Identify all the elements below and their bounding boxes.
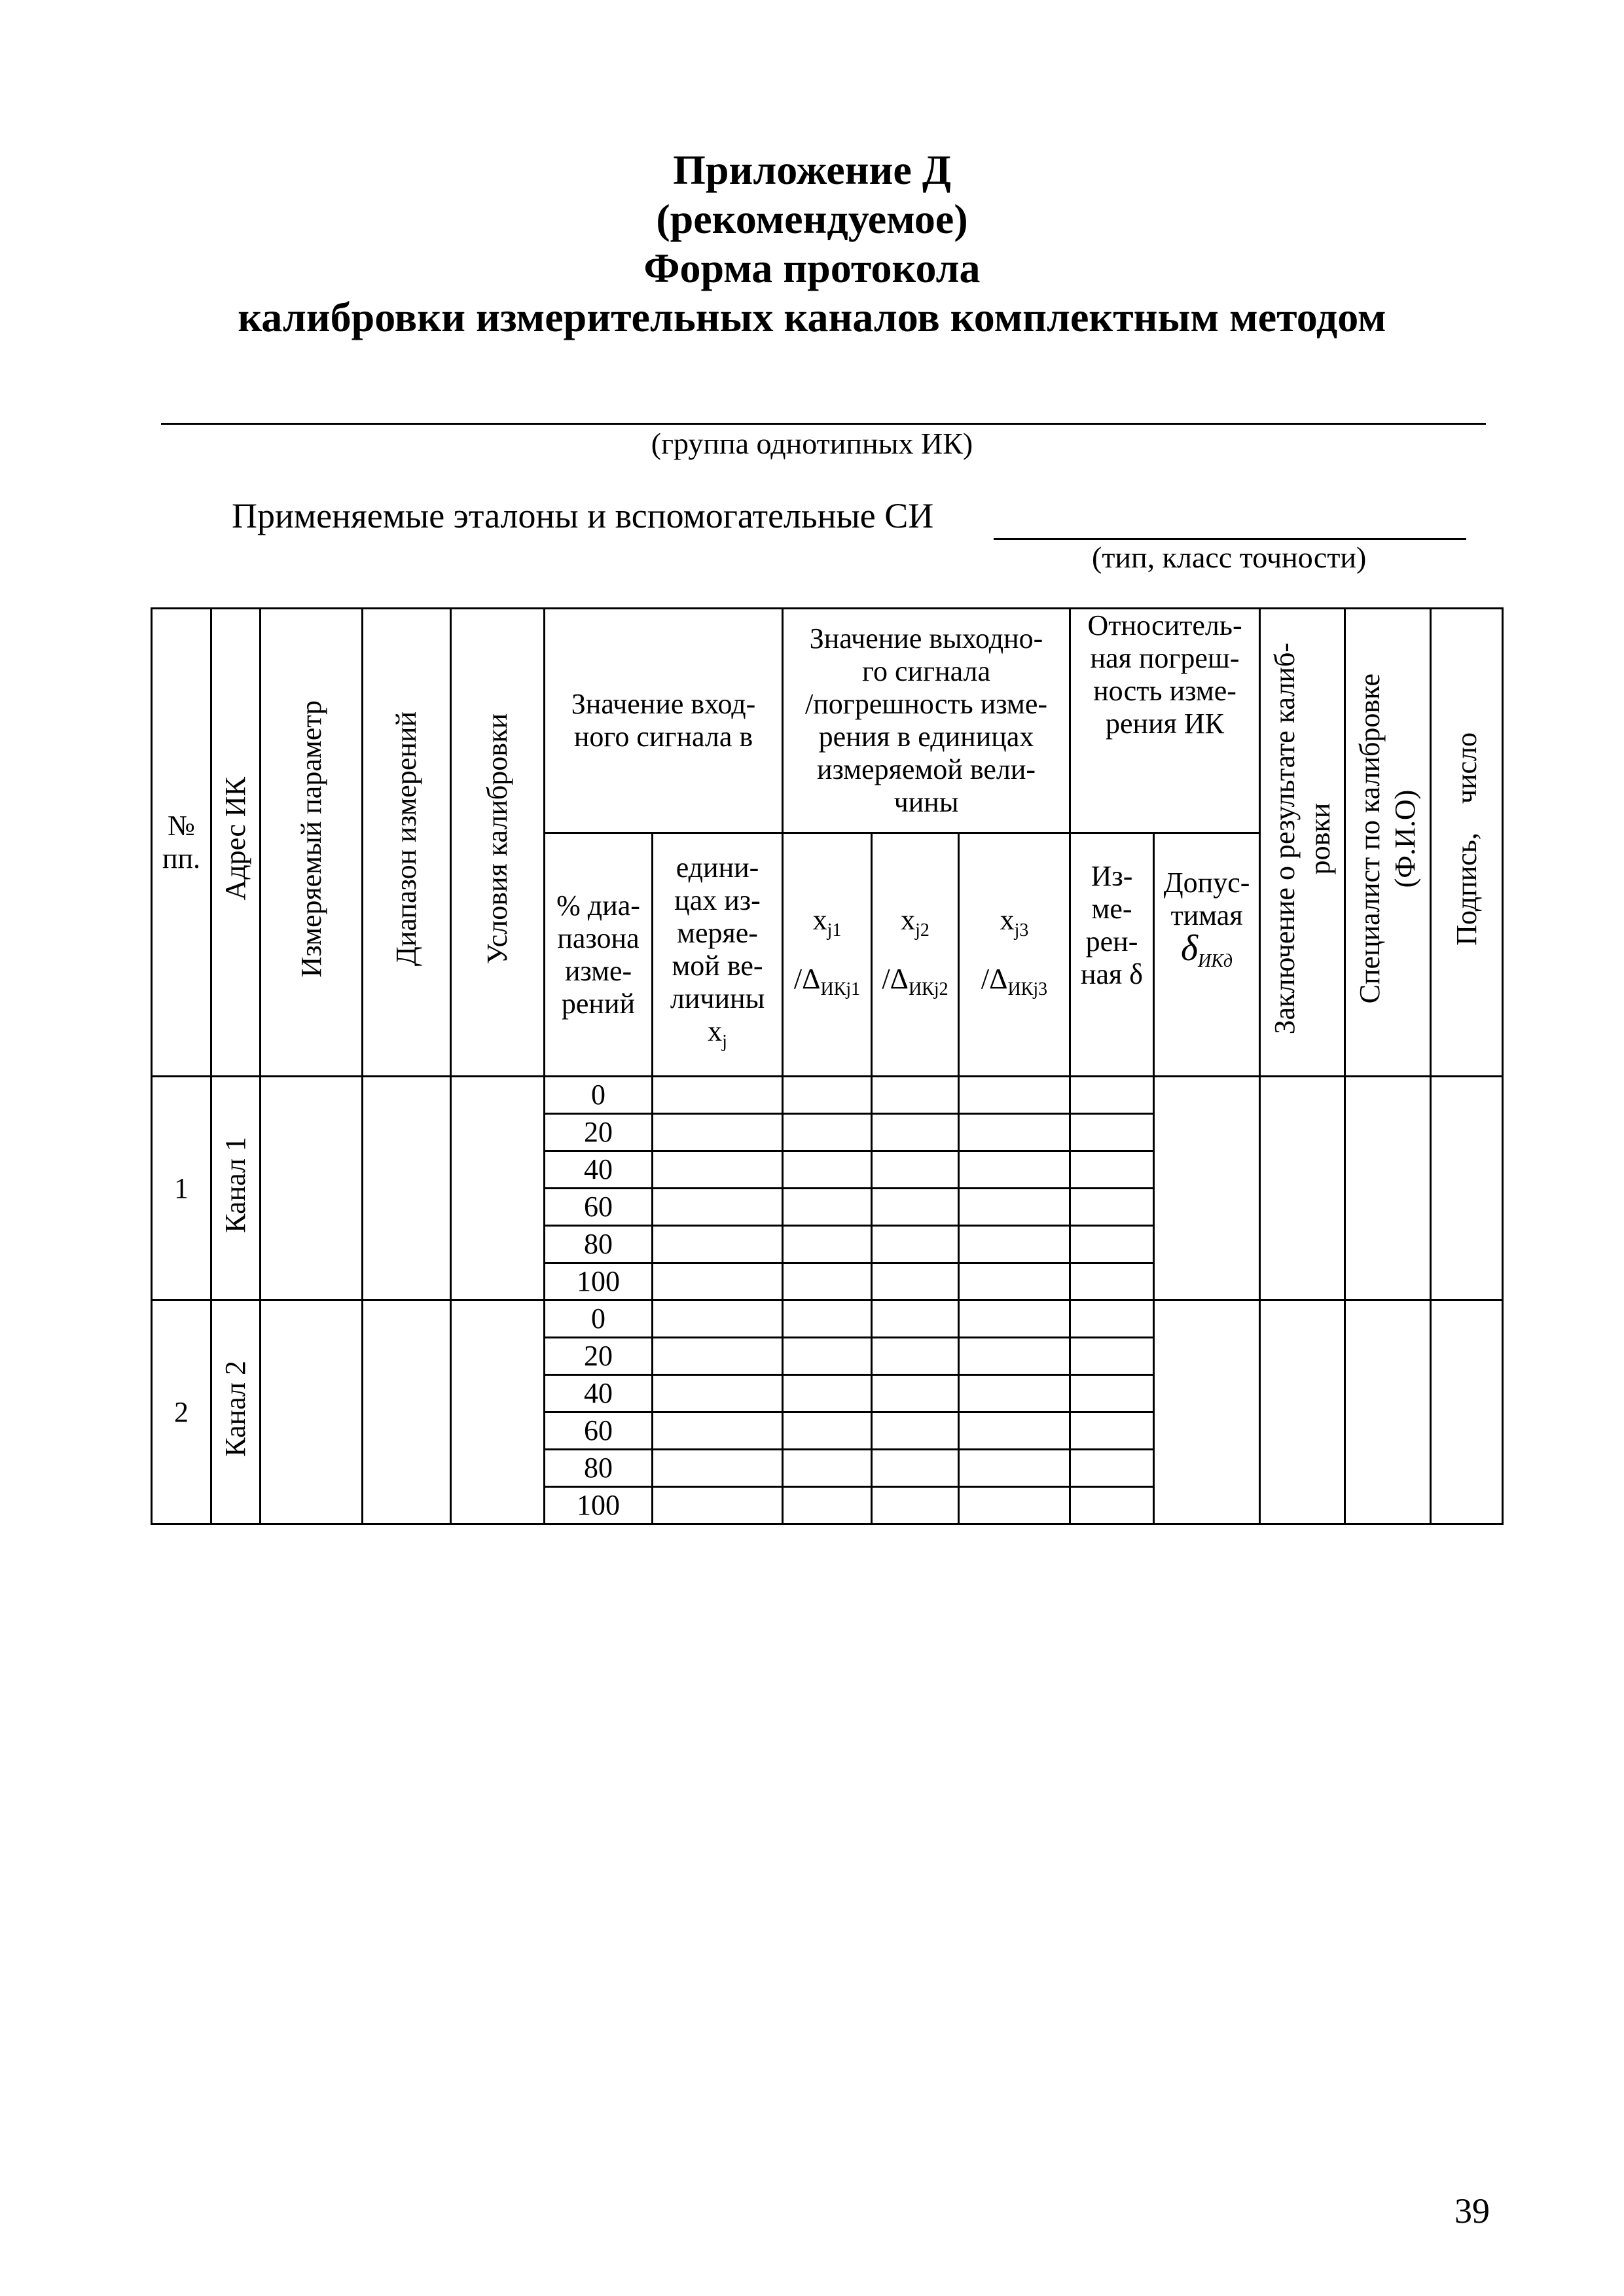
channel-2-signature-cell[interactable]	[1431, 1300, 1503, 1524]
percent-cell: 40	[545, 1375, 653, 1412]
percent-cell: 0	[545, 1300, 653, 1338]
percent-cell: 0	[545, 1077, 653, 1114]
x2-cell[interactable]	[872, 1412, 959, 1450]
x1-cell[interactable]	[783, 1189, 872, 1226]
table-row	[152, 1300, 1503, 1338]
x2-cell[interactable]	[872, 1151, 959, 1189]
group-blank-line	[161, 423, 1486, 425]
x3-cell[interactable]	[959, 1487, 1070, 1524]
channel-1-conditions-cell[interactable]	[451, 1077, 545, 1300]
channel-1-number: 1	[152, 1077, 211, 1300]
x3-cell[interactable]	[959, 1300, 1070, 1338]
percent-cell: 20	[545, 1114, 653, 1151]
measured-cell[interactable]	[1070, 1263, 1154, 1300]
header-number-abbr: пп.	[162, 842, 201, 874]
group-caption: (группа однотипных ИК)	[651, 427, 973, 460]
units-cell[interactable]	[653, 1412, 783, 1450]
x1-cell[interactable]	[783, 1077, 872, 1114]
x2-cell[interactable]	[872, 1189, 959, 1226]
measured-cell[interactable]	[1070, 1450, 1154, 1487]
channel-1-rows	[152, 1077, 1503, 1300]
units-cell[interactable]	[653, 1189, 783, 1226]
form-title: Форма протокола	[643, 245, 981, 291]
x2-cell[interactable]	[872, 1338, 959, 1375]
header-number-sign: №	[168, 810, 195, 842]
x3-cell[interactable]	[959, 1338, 1070, 1375]
header-output-signal: Значение выходно- го сигнала /погрешность изме- рения в единицах измеряемой вели- чины	[783, 609, 1070, 833]
channel-1-range-cell[interactable]	[363, 1077, 451, 1300]
units-cell[interactable]	[653, 1338, 783, 1375]
header-output-x2: $x_{j2}$ $/\Delta_{ИКj2}$	[872, 833, 959, 1077]
header-address: Адрес ИК	[211, 609, 261, 1077]
header-output-x1: $x_{j1}$ $/\Delta_{ИКj1}$	[783, 833, 872, 1077]
channel-2-address: Канал 2	[211, 1300, 261, 1524]
measured-cell[interactable]	[1070, 1226, 1154, 1263]
x1-cell[interactable]	[783, 1412, 872, 1450]
x2-cell[interactable]	[872, 1226, 959, 1263]
appendix-heading	[0, 145, 1624, 342]
percent-cell: 60	[545, 1189, 653, 1226]
header-allowed: Допус- тимая $\delta_{ИКд}$	[1154, 833, 1260, 1077]
x1-cell[interactable]	[783, 1263, 872, 1300]
x1-cell[interactable]	[783, 1151, 872, 1189]
x2-cell[interactable]	[872, 1487, 959, 1524]
header-measured: Из- ме- рен- ная δ	[1070, 833, 1154, 1077]
header-parameter: Измеряемый параметр	[261, 609, 363, 1077]
table-row	[152, 1077, 1503, 1114]
x3-cell[interactable]	[959, 1263, 1070, 1300]
x2-cell[interactable]	[872, 1375, 959, 1412]
header-relative-error: Относитель- ная погреш- ность изме- рения ИК	[1070, 609, 1260, 833]
measured-cell[interactable]	[1070, 1338, 1154, 1375]
page-number: 39	[1454, 2191, 1490, 2231]
units-cell[interactable]	[653, 1114, 783, 1151]
appendix-title: Приложение Д	[673, 147, 951, 193]
header-input-units: едини- цах из- меряе- мой ве- личины $x_j$	[653, 833, 783, 1077]
channel-1-specialist-cell[interactable]	[1345, 1077, 1431, 1300]
percent-cell: 100	[545, 1487, 653, 1524]
units-cell[interactable]	[653, 1151, 783, 1189]
channel-1-conclusion-cell[interactable]	[1260, 1077, 1345, 1300]
x2-cell[interactable]	[872, 1300, 959, 1338]
calibration-protocol-table	[151, 607, 1504, 1525]
channel-2-specialist-cell[interactable]	[1345, 1300, 1431, 1524]
channel-2-conclusion-cell[interactable]	[1260, 1300, 1345, 1524]
channel-1-allowed-cell[interactable]	[1154, 1077, 1260, 1300]
x1-cell[interactable]	[783, 1226, 872, 1263]
measured-cell[interactable]	[1070, 1300, 1154, 1338]
channel-2-allowed-cell[interactable]	[1154, 1300, 1260, 1524]
header-input-signal: Значение вход- ного сигнала в	[545, 609, 783, 833]
x1-cell[interactable]	[783, 1450, 872, 1487]
x2-cell[interactable]	[872, 1450, 959, 1487]
measured-cell[interactable]	[1070, 1189, 1154, 1226]
units-cell[interactable]	[653, 1077, 783, 1114]
x1-cell[interactable]	[783, 1487, 872, 1524]
units-cell[interactable]	[653, 1263, 783, 1300]
x2-cell[interactable]	[872, 1114, 959, 1151]
header-range: Диапазон измерений	[363, 609, 451, 1077]
channel-1-signature-cell[interactable]	[1431, 1077, 1503, 1300]
units-cell[interactable]	[653, 1300, 783, 1338]
header-conditions: Условия калибровки	[451, 609, 545, 1077]
x1-cell[interactable]	[783, 1114, 872, 1151]
measured-cell[interactable]	[1070, 1077, 1154, 1114]
channel-2-number: 2	[152, 1300, 211, 1524]
percent-cell: 20	[545, 1338, 653, 1375]
header-input-percent: % диа- пазона изме- рений	[545, 833, 653, 1077]
measured-cell[interactable]	[1070, 1412, 1154, 1450]
x1-cell[interactable]	[783, 1375, 872, 1412]
measured-cell[interactable]	[1070, 1487, 1154, 1524]
header-number	[152, 609, 211, 1077]
standards-label: Применяемые эталоны и вспомогательные СИ	[232, 496, 934, 535]
x3-cell[interactable]	[959, 1114, 1070, 1151]
channel-2-parameter-cell[interactable]	[261, 1300, 363, 1524]
units-cell[interactable]	[653, 1487, 783, 1524]
form-subject: калибровки измерительных каналов комплектным методом	[238, 294, 1386, 340]
measured-cell[interactable]	[1070, 1114, 1154, 1151]
header-conclusion: Заключение о результате калиб- ровки	[1260, 609, 1345, 1077]
channel-1-address: Канал 1	[211, 1077, 261, 1300]
appendix-status: (рекомендуемое)	[656, 196, 968, 242]
x3-cell[interactable]	[959, 1189, 1070, 1226]
units-cell[interactable]	[653, 1226, 783, 1263]
percent-cell: 80	[545, 1450, 653, 1487]
x1-cell[interactable]	[783, 1300, 872, 1338]
x3-cell[interactable]	[959, 1151, 1070, 1189]
channel-1-parameter-cell[interactable]	[261, 1077, 363, 1300]
header-specialist: Специалист по калибровке (Ф.И.О)	[1345, 609, 1431, 1077]
x3-cell[interactable]	[959, 1226, 1070, 1263]
channel-2-conditions-cell[interactable]	[451, 1300, 545, 1524]
channel-2-range-cell[interactable]	[363, 1300, 451, 1524]
table-header	[152, 609, 1503, 1077]
header-signature: Подпись, число	[1431, 609, 1503, 1077]
x2-cell[interactable]	[872, 1077, 959, 1114]
channel-2-rows	[152, 1300, 1503, 1524]
x2-cell[interactable]	[872, 1263, 959, 1300]
x1-cell[interactable]	[783, 1338, 872, 1375]
measured-cell[interactable]	[1070, 1151, 1154, 1189]
measured-cell[interactable]	[1070, 1375, 1154, 1412]
units-cell[interactable]	[653, 1375, 783, 1412]
percent-cell: 60	[545, 1412, 653, 1450]
header-output-x3: $x_{j3}$ $/\Delta_{ИКj3}$	[959, 833, 1070, 1077]
x3-cell[interactable]	[959, 1375, 1070, 1412]
percent-cell: 40	[545, 1151, 653, 1189]
x3-cell[interactable]	[959, 1412, 1070, 1450]
standards-caption: (тип, класс точности)	[1092, 541, 1367, 574]
x3-cell[interactable]	[959, 1077, 1070, 1114]
x3-cell[interactable]	[959, 1450, 1070, 1487]
percent-cell: 80	[545, 1226, 653, 1263]
units-cell[interactable]	[653, 1450, 783, 1487]
percent-cell: 100	[545, 1263, 653, 1300]
